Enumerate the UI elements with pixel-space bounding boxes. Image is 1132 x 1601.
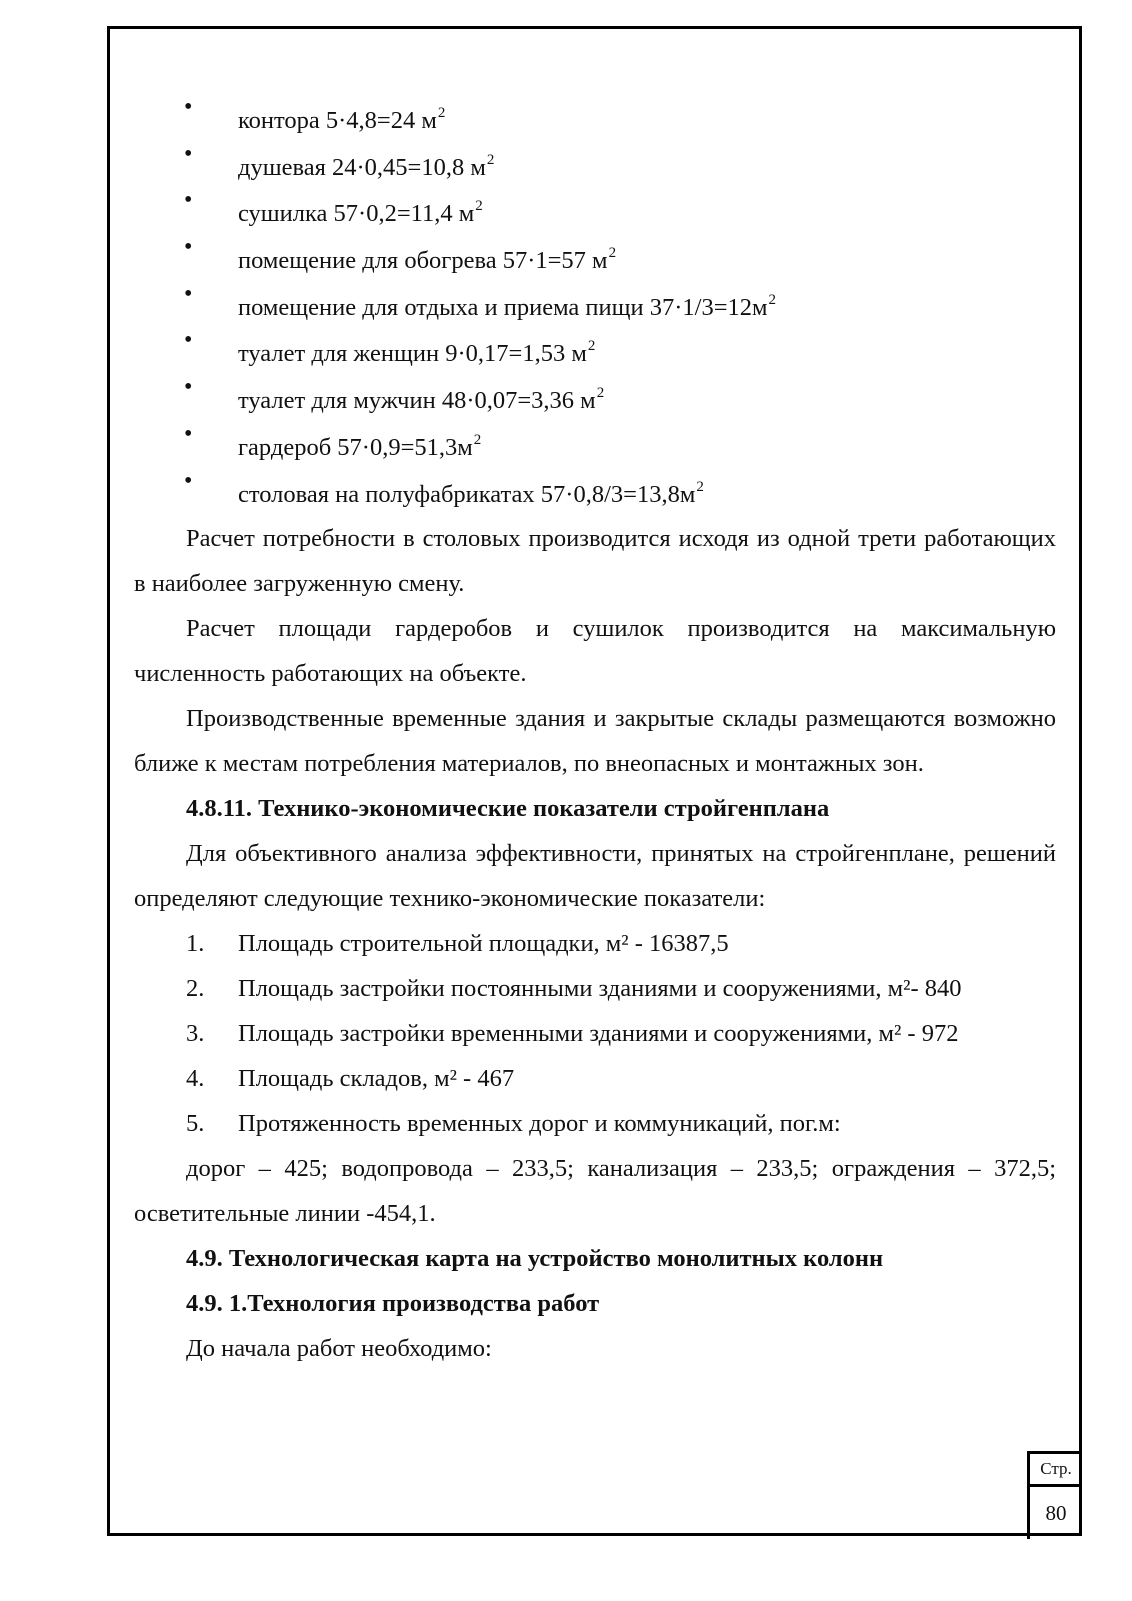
list-item: • помещение для отдыха и приема пищи $37\cdot 1/3=12м^2$	[134, 283, 1056, 330]
paragraph-lengths: дорог – 425; водопровода – 233,5; канализация – 233,5; ограждения – 372,5; осветительные линии -454,1.	[134, 1155, 1056, 1228]
room-area-list	[134, 96, 1056, 516]
page-number: 80	[1045, 1501, 1067, 1525]
list-item: • туалет для женщин 9·0,17=1,53 $м^2$	[134, 329, 1056, 376]
paragraph-canteen: Расчет потребности в столовых производится исходя из одной трети работающих в наиболее загруженную смену.	[134, 525, 1056, 598]
section-heading: 4.9. Технологическая карта на устройство монолитных колонн	[186, 1245, 884, 1273]
indicator-list	[134, 921, 1056, 1146]
list-item: 1. Площадь строительной площадки, м² - 16387,5	[186, 930, 729, 958]
list-item: • душевая 24·0,45=10,8 $м^2$	[134, 143, 1056, 190]
paragraph-buildings: Производственные временные здания и закрытые склады размещаются возможно ближе к местам потребления материалов, по внеопасных и монтажных зон.	[134, 705, 1056, 778]
page-label: Стр.	[1030, 1454, 1082, 1487]
list-item: • туалет для мужчин 48·0,07=3,36 $м^2$	[134, 376, 1056, 423]
subsection-heading: 4.9. 1.Технология производства работ	[186, 1290, 600, 1318]
section-heading: 4.8.11. Технико-экономические показатели стройгенплана	[186, 795, 830, 823]
paragraph-indicators: Для объективного анализа эффективности, принятых на стройгенплане, решений определяют следующие технико-экономические показатели:	[134, 840, 1056, 913]
list-item: 3. Площадь застройки временными зданиями и сооружениями, м² - 972	[186, 1020, 959, 1048]
page-stamp	[1027, 1451, 1082, 1539]
paragraph-wardrobe: Расчет площади гардеробов и сушилок производится на максимальную численность работающих на объекте.	[134, 615, 1056, 688]
page-content	[134, 96, 1056, 1371]
list-item: 2. Площадь застройки постоянными зданиями и сооружениями, м²- 840	[186, 975, 962, 1003]
list-item: 4. Площадь складов, м² - 467	[186, 1065, 515, 1093]
list-item: 5. Протяженность временных дорог и коммуникаций, пог.м:	[186, 1110, 841, 1138]
list-item: • гардероб $57\cdot 0,9=51,3м^2$	[134, 423, 1056, 470]
list-item: • столовая на полуфабрикатах $57\cdot 0,8/3=13,8м^2$	[134, 470, 1056, 517]
list-item: • помещение для обогрева 57·1=57 $м^2$	[134, 236, 1056, 283]
list-item: • сушилка 57·0,2=11,4 $м^2$	[134, 189, 1056, 236]
list-item: • контора 5·4,8=24 $м^2$	[134, 96, 1056, 143]
paragraph-before-work: До начала работ необходимо:	[186, 1335, 492, 1363]
